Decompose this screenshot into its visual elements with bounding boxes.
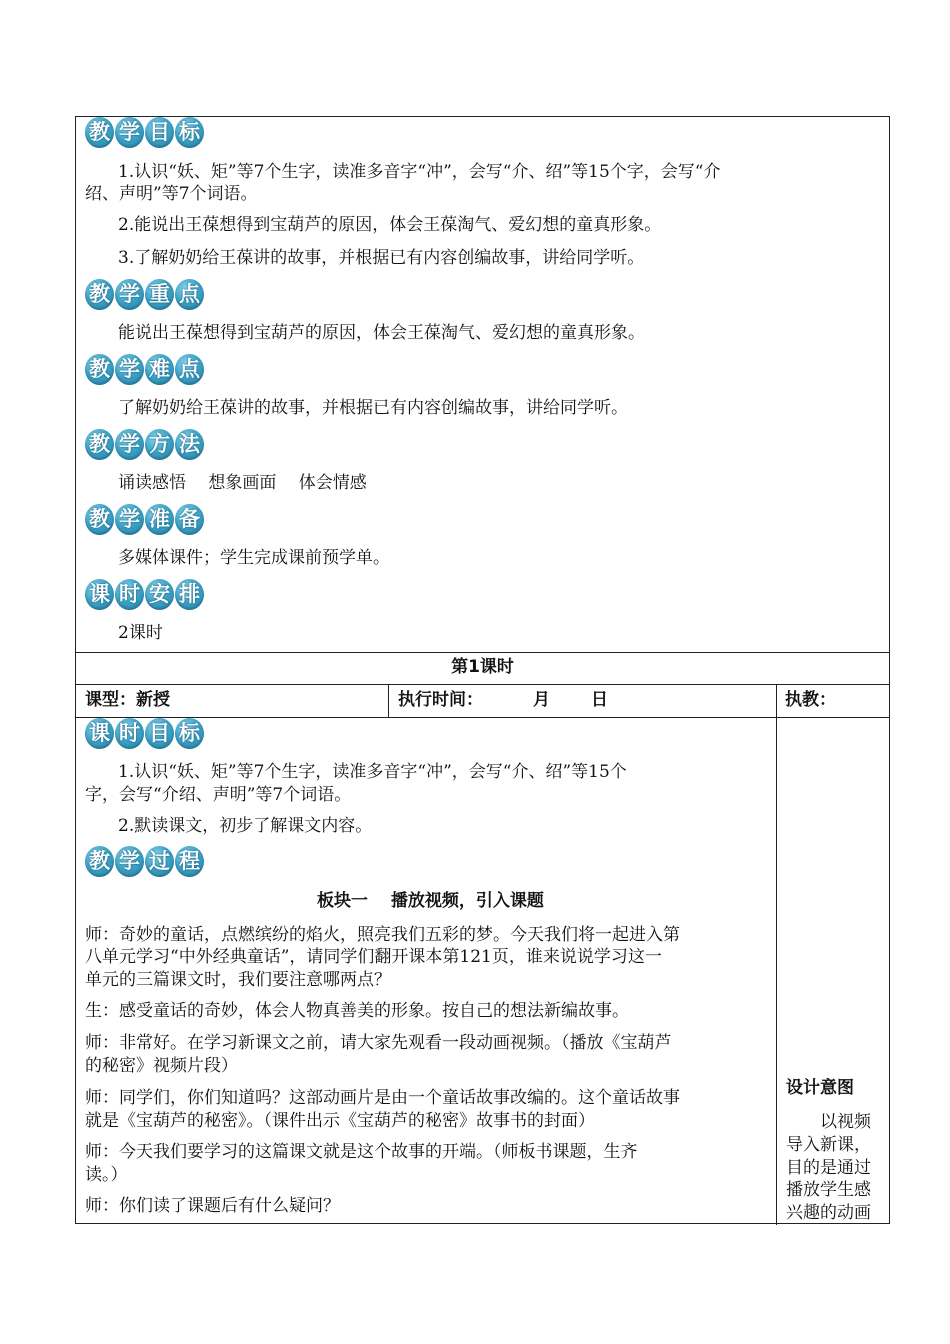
goal-1-line-1: 1.认识“妖、矩”等7个生字，读准多音字“冲”，会写“介、绍”等15个字，会写“介 [118,162,721,182]
design-intent-title: 设计意图 [786,1078,854,1098]
design-intent-line: 兴趣的动画 [786,1203,871,1223]
section-title: 板块一 播放视频，引入课题 [317,891,544,911]
teaching-process-badge: 教 学 过 程 [85,846,204,879]
teaching-prep-text: 多媒体课件；学生完成课前预学单。 [118,548,390,568]
execution-time-label: 执行时间： [398,690,483,710]
schedule-text: 2课时 [118,623,163,643]
key-point-badge: 教 学 重 点 [85,279,204,312]
design-intent-line: 播放学生感 [786,1180,871,1200]
lesson-goal-2: 2.默读课文，初步了解课文内容。 [118,816,373,836]
difficult-point-badge: 教 学 难 点 [85,354,204,387]
dialog-line: 八单元学习“中外经典童话”，请同学们翻开课本第121页，谁来说说学习这一 [85,947,662,967]
goal-2: 2.能说出王葆想得到宝葫芦的原因，体会王葆淘气、爱幻想的童真形象。 [118,215,662,235]
dialog-line: 就是《宝葫芦的秘密》。（课件出示《宝葫芦的秘密》故事书的封面） [85,1111,595,1131]
dialog-line: 师：你们读了课题后有什么疑问？ [85,1196,340,1216]
goal-1-line-2: 绍、声明”等7个词语。 [85,184,258,204]
teaching-method-text: 诵读感悟 想象画面 体会情感 [118,473,367,493]
lesson-title: 第1课时 [451,657,514,677]
lesson-goal-1-line-1: 1.认识“妖、矩”等7个生字，读准多音字“冲”，会写“介、绍”等15个 [118,762,627,782]
dialog-line: 单元的三篇课文时，我们要注意哪两点？ [85,970,391,990]
dialog-line: 的秘密》视频片段） [85,1056,238,1076]
difficult-point-text: 了解奶奶给王葆讲的故事，并根据已有内容创编故事，讲给同学听。 [118,398,628,418]
lesson-goal-1-line-2: 字，会写“介绍、声明”等7个词语。 [85,785,352,805]
teaching-method-badge: 教 学 方 法 [85,429,204,462]
dialog-line: 师：非常好。在学习新课文之前，请大家先观看一段动画视频。（播放《宝葫芦 [85,1033,672,1053]
design-intent-line: 以视频 [820,1112,871,1132]
divider [76,684,889,685]
dialog-line: 师：同学们，你们知道吗？这部动画片是由一个童话故事改编的。这个童话故事 [85,1088,680,1108]
day-label: 日 [591,690,608,710]
lesson-goals-badge: 课 时 目 标 [85,718,204,751]
teaching-goals-badge: 教 学 目 标 [85,117,204,150]
divider [776,684,777,1225]
dialog-line: 师：奇妙的童话，点燃缤纷的焰火，照亮我们五彩的梦。今天我们将一起进入第 [85,925,680,945]
divider [76,652,889,653]
key-point-text: 能说出王葆想得到宝葫芦的原因，体会王葆淘气、爱幻想的童真形象。 [118,323,645,343]
schedule-badge: 课 时 安 排 [85,579,204,612]
teacher-label: 执教： [785,690,836,710]
lesson-plan-table [75,116,890,1224]
dialog-line: 师：今天我们要学习的这篇课文就是这个故事的开端。（师板书课题，生齐 [85,1142,638,1162]
divider [388,684,389,717]
dialog-line: 读。） [85,1165,128,1185]
dialog-line: 生：感受童话的奇妙，体会人物真善美的形象。按自己的想法新编故事。 [85,1001,629,1021]
design-intent-line: 导入新课， [786,1135,871,1155]
lesson-type: 课型：新授 [85,690,170,710]
design-intent-line: 目的是通过 [786,1158,871,1178]
month-label: 月 [533,690,550,710]
teaching-prep-badge: 教 学 准 备 [85,504,204,537]
goal-3: 3.了解奶奶给王葆讲的故事，并根据已有内容创编故事，讲给同学听。 [118,248,645,268]
